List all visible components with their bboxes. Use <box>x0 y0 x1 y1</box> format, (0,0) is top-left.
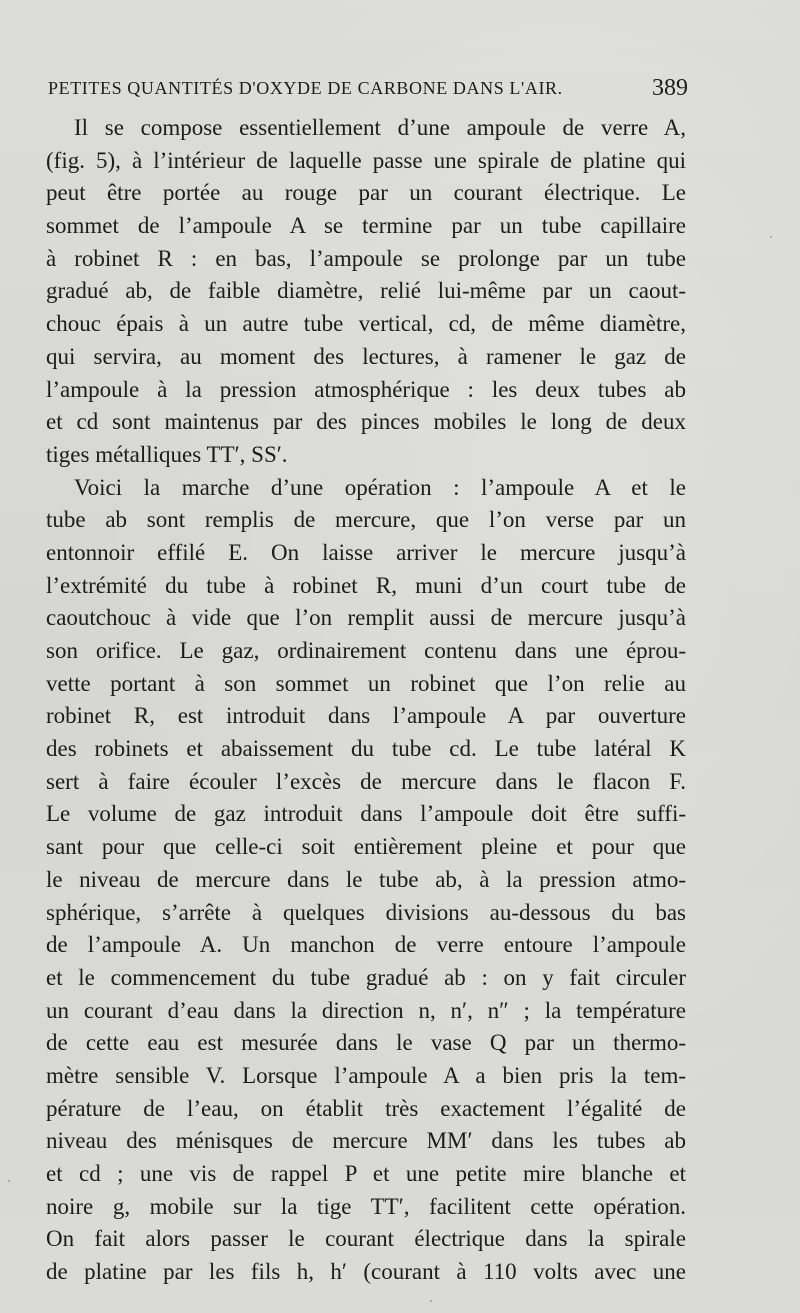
text-line: sphérique, s’arrête à quelques divisions au-dessous du bas <box>46 899 686 925</box>
text-line: entonnoir effilé E. On laisse arriver le mercure jusqu’à <box>46 539 686 565</box>
text-line: Il se compose essentiellement d’une ampoule de verre A, <box>74 115 686 140</box>
page-header <box>48 75 688 108</box>
text-line: Le volume de gaz introduit dans l’ampoule doit être suffi- <box>46 801 686 827</box>
text-line: l’extrémité du tube à robinet R, muni d’un court tube de <box>46 572 686 598</box>
text-line: On fait alors passer le courant électrique dans la spirale <box>46 1226 686 1252</box>
text-line: pérature de l’eau, on établit très exactement l’égalité de <box>46 1095 686 1121</box>
text-line: de l’ampoule A. Un manchon de verre entoure l’ampoule <box>46 932 686 958</box>
text-line: un courant d’eau dans la direction n, n′, n″ ; la température <box>46 997 686 1023</box>
text-line: des robinets et abaissement du tube cd. Le tube latéral K <box>46 736 686 762</box>
paper-speck <box>8 1180 10 1182</box>
text-line: le niveau de mercure dans le tube ab, à la pression atmo- <box>46 866 686 892</box>
text-line: peut être portée au rouge par un courant électrique. Le <box>46 180 686 206</box>
text-line: caoutchouc à vide que l’on remplit aussi de mercure jusqu’à <box>46 605 686 631</box>
text-line: et le commencement du tube gradué ab : on y fait circuler <box>46 964 686 990</box>
text-line: de cette eau est mesurée dans le vase Q par un thermo- <box>46 1030 686 1056</box>
text-line: sert à faire écouler l’excès de mercure dans le flacon F. <box>46 768 686 794</box>
text-line: son orifice. Le gaz, ordinairement contenu dans une éprou- <box>46 638 686 663</box>
text-line: niveau des ménisques de mercure MM′ dans les tubes ab <box>46 1128 686 1154</box>
text-line: sommet de l’ampoule A se termine par un tube capillaire <box>46 213 686 239</box>
text-line: (fig. 5), à l’intérieur de laquelle passe une spirale de platine qui <box>46 147 686 173</box>
text-line: noire g, mobile sur la tige TT′, facilitent cette opération. <box>46 1193 686 1219</box>
page-number: 389 <box>652 75 688 101</box>
body-text <box>46 112 686 1289</box>
text-line: l’ampoule à la pression atmosphérique : les deux tubes ab <box>46 376 686 402</box>
text-line: tube ab sont remplis de mercure, que l’on verse par un <box>46 507 686 533</box>
running-head: PETITES QUANTITÉS D'OXYDE DE CARBONE DANS L'AIR. <box>48 78 563 98</box>
text-line: chouc épais à un autre tube vertical, cd, de même diamètre, <box>46 311 686 337</box>
paper-speck <box>430 1300 432 1302</box>
text-line: et cd sont maintenus par des pinces mobiles le long de deux <box>46 409 686 435</box>
text-line: de platine par les fils h, h′ (courant à 110 volts avec une <box>46 1259 686 1285</box>
text-line: sant pour que celle-ci soit entièrement pleine et pour que <box>46 834 686 860</box>
text-line: Voici la marche d’une opération : l’ampoule A et le <box>74 474 686 500</box>
text-line: robinet R, est introduit dans l’ampoule A par ouverture <box>46 703 686 729</box>
text-line: gradué ab, de faible diamètre, relié lui-même par un caout- <box>46 278 686 304</box>
text-line: à robinet R : en bas, l’ampoule se prolonge par un tube <box>46 245 686 271</box>
text-line: mètre sensible V. Lorsque l’ampoule A a bien pris la tem- <box>46 1062 686 1088</box>
text-line: qui servira, au moment des lectures, à ramener le gaz de <box>46 343 686 369</box>
paper-speck <box>770 236 772 238</box>
text-line: vette portant à son sommet un robinet que l’on relie au <box>46 670 686 696</box>
text-line: tiges métalliques TT′, SS′. <box>46 441 288 467</box>
text-line: et cd ; une vis de rappel P et une petite mire blanche et <box>46 1161 686 1186</box>
